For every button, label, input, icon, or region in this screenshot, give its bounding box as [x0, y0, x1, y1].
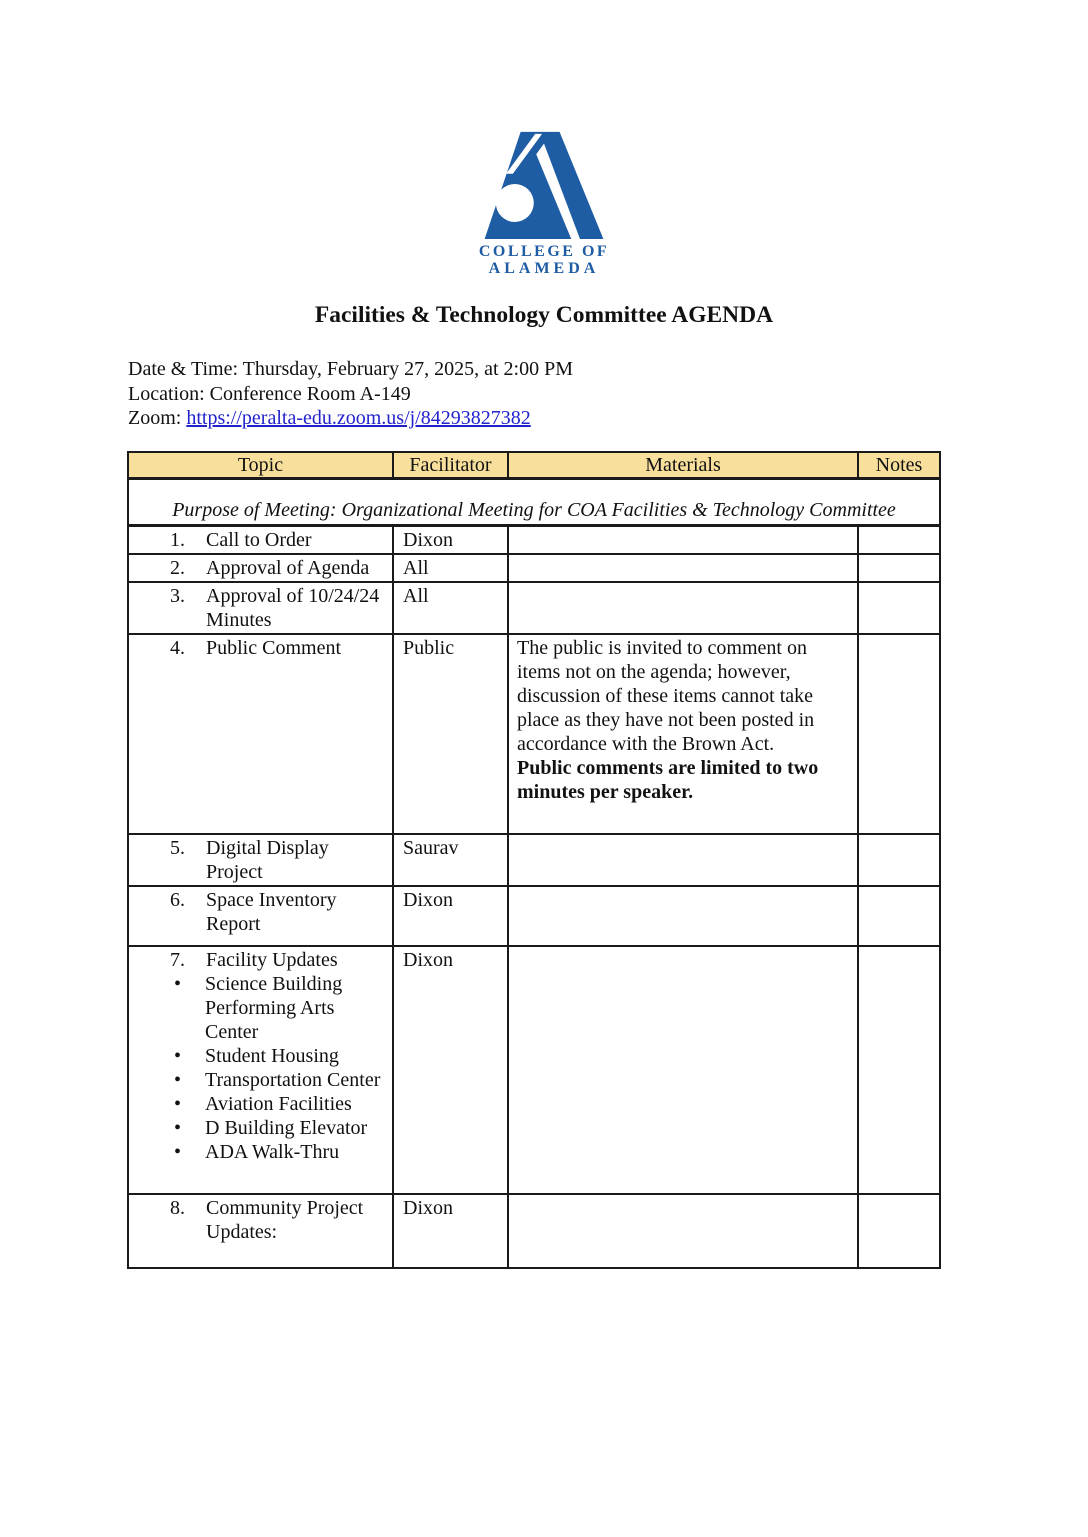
table-row — [128, 886, 940, 946]
location-line: Location: Conference Room A-149 — [128, 382, 411, 405]
bullet-text: • Transportation Center — [205, 1069, 381, 1092]
facilitator-text: All — [403, 585, 429, 608]
facilitator-text: Dixon — [403, 889, 453, 912]
notes-cell — [858, 834, 940, 886]
notes-cell — [858, 886, 940, 946]
facilitator-text: Dixon — [403, 1197, 453, 1220]
bullet-item — [174, 1044, 388, 1068]
item-topic: Digital Display Project — [206, 837, 329, 884]
column-header-topic: Topic — [128, 452, 393, 479]
facilitator-text: Dixon — [403, 529, 453, 552]
table-row — [128, 1194, 940, 1268]
bullet-item — [174, 1068, 388, 1092]
materials-cell — [508, 946, 858, 1194]
column-header-materials: Materials — [508, 452, 858, 479]
facilitator-cell — [393, 834, 508, 886]
meeting-info — [128, 357, 1088, 431]
topic-bullets — [129, 972, 388, 1164]
zoom-line — [128, 406, 1088, 431]
date-time-line: Date & Time: Thursday, February 27, 2025, at 2:00 PM — [128, 358, 573, 380]
zoom-label: Zoom: — [128, 407, 187, 430]
item-number: 8. — [170, 1197, 185, 1220]
item-number: 5. — [170, 837, 185, 860]
purpose-text: Purpose of Meeting: Organizational Meeting for COA Facilities & Technology Committee — [128, 479, 940, 526]
bullet-text: • Student Housing — [205, 1045, 339, 1068]
logo-wordmark-line1: COLLEGE OF — [478, 243, 610, 260]
bullet-item — [174, 1092, 388, 1116]
item-number: 7. — [170, 949, 185, 972]
item-topic: Facility Updates — [206, 949, 338, 972]
materials-bold-text: Public comments are limited to two minutes per speaker. — [517, 757, 819, 804]
facilitator-cell — [393, 946, 508, 1194]
item-topic: Community Project Updates: — [206, 1197, 364, 1244]
bullet-item — [174, 1140, 388, 1164]
table-row — [128, 582, 940, 634]
materials-cell — [508, 554, 858, 582]
table-row — [128, 834, 940, 886]
item-number: 3. — [170, 585, 185, 608]
facilitator-cell — [393, 634, 508, 834]
table-header-row — [128, 452, 940, 479]
facilitator-cell — [393, 526, 508, 555]
document-page — [0, 129, 1088, 1537]
table-row — [128, 946, 940, 1194]
bullet-item — [174, 972, 388, 1044]
topic-cell — [128, 554, 393, 582]
column-header-notes: Notes — [858, 452, 940, 479]
purpose-row — [128, 479, 940, 526]
materials-cell — [508, 634, 858, 834]
topic-cell — [128, 526, 393, 555]
item-topic: Approval of 10/24/24 Minutes — [206, 585, 380, 632]
facilitator-text: Saurav — [403, 837, 459, 860]
bullet-text: • D Building Elevator — [205, 1117, 368, 1140]
table-row — [128, 634, 940, 834]
topic-cell — [128, 582, 393, 634]
materials-cell — [508, 582, 858, 634]
materials-cell — [508, 526, 858, 555]
topic-cell — [128, 886, 393, 946]
table-row — [128, 554, 940, 582]
item-number: 2. — [170, 557, 185, 580]
materials-cell — [508, 834, 858, 886]
topic-cell — [128, 1194, 393, 1268]
notes-cell — [858, 526, 940, 555]
facilitator-cell — [393, 582, 508, 634]
item-number: 1. — [170, 529, 185, 552]
facilitator-text: Dixon — [403, 949, 453, 972]
college-of-alameda-logo-icon — [481, 129, 607, 239]
topic-cell — [128, 634, 393, 834]
bullet-text: • ADA Walk-Thru — [205, 1141, 340, 1164]
topic-cell — [128, 834, 393, 886]
logo-wordmark-line2: ALAMEDA — [488, 260, 600, 277]
college-logo — [0, 129, 1088, 277]
materials-cell — [508, 1194, 858, 1268]
notes-cell — [858, 634, 940, 834]
facilitator-cell — [393, 554, 508, 582]
item-topic: Public Comment — [206, 637, 341, 660]
notes-cell — [858, 1194, 940, 1268]
bullet-text: • Aviation Facilities — [205, 1093, 352, 1116]
item-number: 4. — [170, 637, 185, 660]
item-topic: Space Inventory Report — [206, 889, 337, 936]
notes-cell — [858, 946, 940, 1194]
facilitator-text: Public — [403, 637, 455, 660]
notes-cell — [858, 582, 940, 634]
bullet-text: • Science Building Performing Arts Center — [205, 973, 343, 1044]
item-topic: Call to Order — [206, 529, 312, 552]
bullet-item — [174, 1116, 388, 1140]
agenda-table — [127, 451, 941, 1269]
topic-cell — [128, 946, 393, 1194]
table-row — [128, 526, 940, 555]
zoom-link[interactable]: https://peralta-edu.zoom.us/j/84293827382 — [186, 407, 531, 430]
facilitator-text: All — [403, 557, 429, 580]
facilitator-cell — [393, 1194, 508, 1268]
page-title: Facilities & Technology Committee AGENDA — [314, 302, 774, 328]
item-topic: Approval of Agenda — [206, 557, 370, 580]
materials-text: The public is invited to comment on items not on the agenda; however, discussion of these items cannot take place as they have not been posted in accordance with the Brown Act. — [517, 637, 815, 756]
agenda-body — [128, 479, 940, 1269]
notes-cell — [858, 554, 940, 582]
facilitator-cell — [393, 886, 508, 946]
column-header-facilitator: Facilitator — [393, 452, 508, 479]
materials-cell — [508, 886, 858, 946]
item-number: 6. — [170, 889, 185, 912]
